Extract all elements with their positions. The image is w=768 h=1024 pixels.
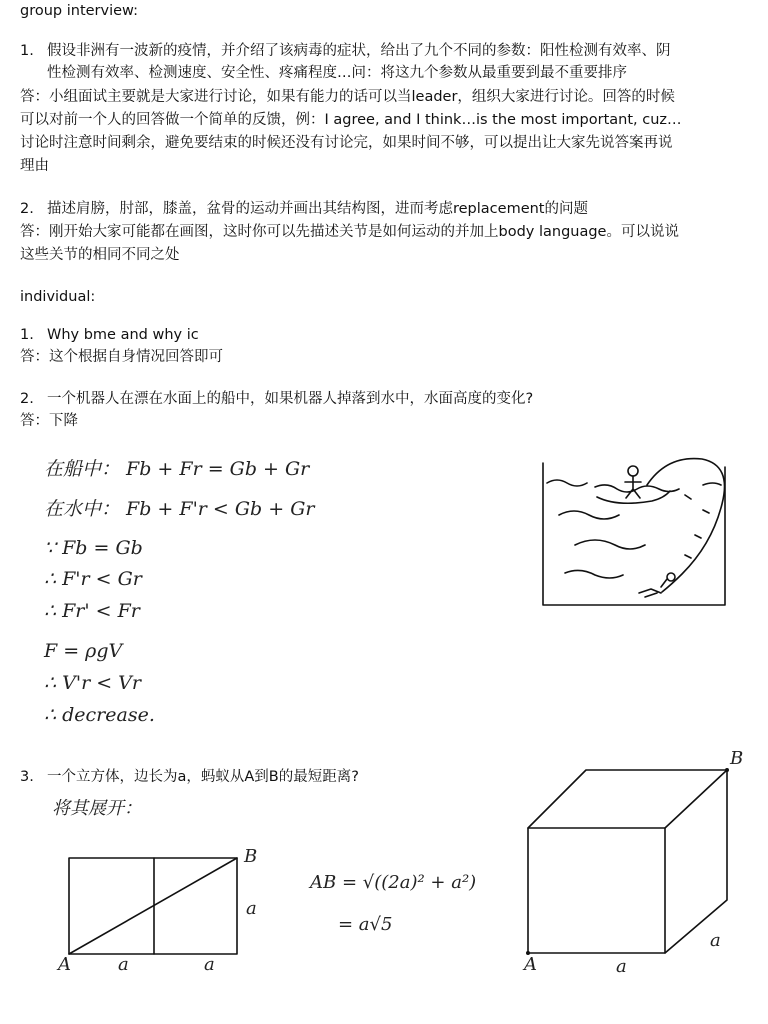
individual-q2-answer: 答：下降 [20,413,78,429]
group-q1-number: 1. [20,43,34,59]
cube-bottom-a: a [616,956,627,977]
handwriting-line-7: ∴ V'r < Vr [44,672,141,694]
individual-q3-text: 一个立方体，边长为a，蚂蚁从A到B的最短距离? [47,769,359,785]
individual-q2-text: 一个机器人在漂在水面上的船中，如果机器人掉落到水中，水面高度的变化? [47,391,534,407]
individual-heading: individual: [20,289,96,305]
group-interview-heading: group interview: [20,3,138,19]
handwriting-line-6: F = ρgV [44,640,123,662]
handwriting-line-4: ∴ F'r < Gr [44,568,142,590]
handwriting-line-3: ∵ Fb = Gb [44,537,143,559]
group-q1-answer-line4: 理由 [20,158,49,174]
individual-q3-number: 3. [20,769,34,785]
formula-line-1: AB = √((2a)² + a²) [310,872,477,893]
cube-label-a: A [524,954,537,975]
group-q1-text-line1: 假设非洲有一波新的疫情，并介绍了该病毒的症状，给出了九个不同的参数：阳性检测有效率、阴 [47,43,671,59]
group-q2-text: 描述肩膀，肘部，膝盖，盆骨的运动并画出其结构图，进而考虑replacement的问题 [47,201,588,217]
group-q1-text-line2: 性检测有效率、检测速度、安全性、疼痛程度…问：将这九个参数从最重要到最不重要排序 [47,65,627,81]
net-side-a: a [246,898,257,919]
boat-water-sketch [535,455,735,615]
net-bottom-a-2: a [204,954,215,975]
handwriting-line-1: 在船中： Fb + Fr = Gb + Gr [44,458,310,480]
handwriting-unfold: 将其展开： [52,798,142,819]
individual-q1-text: Why bme and why ic [47,327,199,343]
handwriting-line-2: 在水中： Fb + F'r < Gb + Gr [44,498,315,520]
group-q1-answer-line3: 讨论时注意时间剩余，避免要结束的时候还没有讨论完，如果时间不够，可以提出让大家先说答案再说 [20,135,673,151]
group-q1-answer-line2: 可以对前一个人的回答做一个简单的反馈，例：I agree, and I think…is the most important, cuz… [20,112,682,128]
unfolded-net-diagram [56,846,276,976]
group-q2-number: 2. [20,201,34,217]
handwriting-line-5: ∴ Fr' < Fr [44,600,140,622]
cube-side-a: a [710,930,721,951]
net-label-a: A [58,954,71,975]
net-label-b: B [244,846,258,867]
formula-line-2: = a√5 [338,914,393,935]
net-bottom-a-1: a [118,954,129,975]
group-q1-answer-line1: 答：小组面试主要就是大家进行讨论，如果有能力的话可以当leader，组织大家进行讨论。回答的时候 [20,89,675,105]
individual-q1-answer: 答：这个根据自身情况回答即可 [20,349,223,365]
handwriting-line-8: ∴ decrease. [44,704,155,726]
individual-q1-number: 1. [20,327,34,343]
group-q2-answer-line1: 答：刚开始大家可能都在画图，这时你可以先描述关节是如何运动的并加上body language。可以说说 [20,224,679,240]
group-q2-answer-line2: 这些关节的相同不同之处 [20,247,180,263]
individual-q2-number: 2. [20,391,34,407]
cube-label-b: B [730,748,744,769]
